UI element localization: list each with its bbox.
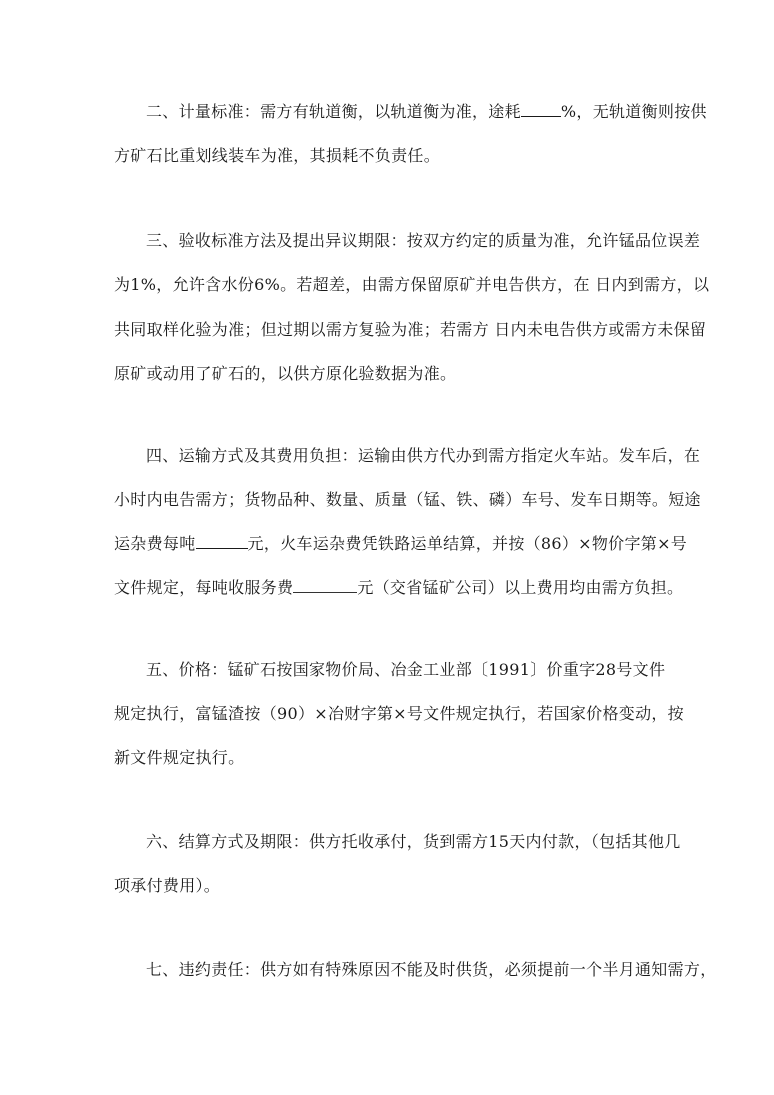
section-4-text-a: 运杂费每吨 [114, 534, 196, 553]
section-3-line-1: 三、验收标准方法及提出异议期限：按双方约定的质量为准，允许锰品位误差 [146, 231, 701, 250]
section-6-line-2: 项承付费用）。 [114, 876, 221, 895]
loss-rate-blank [521, 102, 561, 117]
section-2-text-a: 二、计量标准：需方有轨道衡，以轨道衡为准，途耗 [146, 102, 521, 121]
section-2-line-1 [146, 102, 707, 122]
section-4-line-1: 四、运输方式及其费用负担：运输由供方代办到需方指定火车站。发车后，在 [146, 446, 701, 465]
section-7-line-1: 七、违约责任：供方如有特殊原因不能及时供货，必须提前一个半月通知需方， [146, 960, 717, 979]
section-3-line-3: 共同取样化验为准；但过期以需方复验为准；若需方 日内未电告供方或需方未保留 [114, 320, 707, 339]
section-5-line-3: 新文件规定执行。 [114, 748, 245, 767]
section-4-text-c: 文件规定，每吨收服务费 [114, 578, 294, 597]
section-5-line-1: 五、价格：锰矿石按国家物价局、冶金工业部〔1991〕价重字28号文件 [146, 660, 666, 679]
section-4-text-b: 元，火车运杂费凭铁路运单结算，并按（86）×物价字第×号 [247, 534, 688, 553]
section-2-text-b: %，无轨道衡则按供 [560, 102, 707, 121]
service-fee-blank [293, 578, 357, 593]
section-5-line-2: 规定执行，富锰渣按（90）×冶财字第×号文件规定执行，若国家价格变动，按 [114, 704, 684, 723]
section-4-line-2: 小时内电告需方；货物品种、数量、质量（锰、铁、磷）车号、发车日期等。短途 [114, 490, 701, 509]
section-3-line-2: 为1%，允许含水份6%。若超差，由需方保留原矿并电告供方，在 日内到需方，以 [114, 275, 710, 294]
section-4-line-4 [114, 578, 683, 598]
section-4-line-3 [114, 534, 687, 554]
section-6-line-1: 六、结算方式及期限：供方托收承付，货到需方15天内付款，（包括其他几 [146, 832, 681, 851]
section-4-text-d: 元（交省锰矿公司）以上费用均由需方负担。 [357, 578, 684, 597]
section-3-line-4: 原矿或动用了矿石的，以供方原化验数据为准。 [114, 364, 457, 383]
freight-fee-blank [196, 534, 248, 549]
section-2-line-2: 方矿石比重划线装车为准，其损耗不负责任。 [114, 146, 441, 165]
